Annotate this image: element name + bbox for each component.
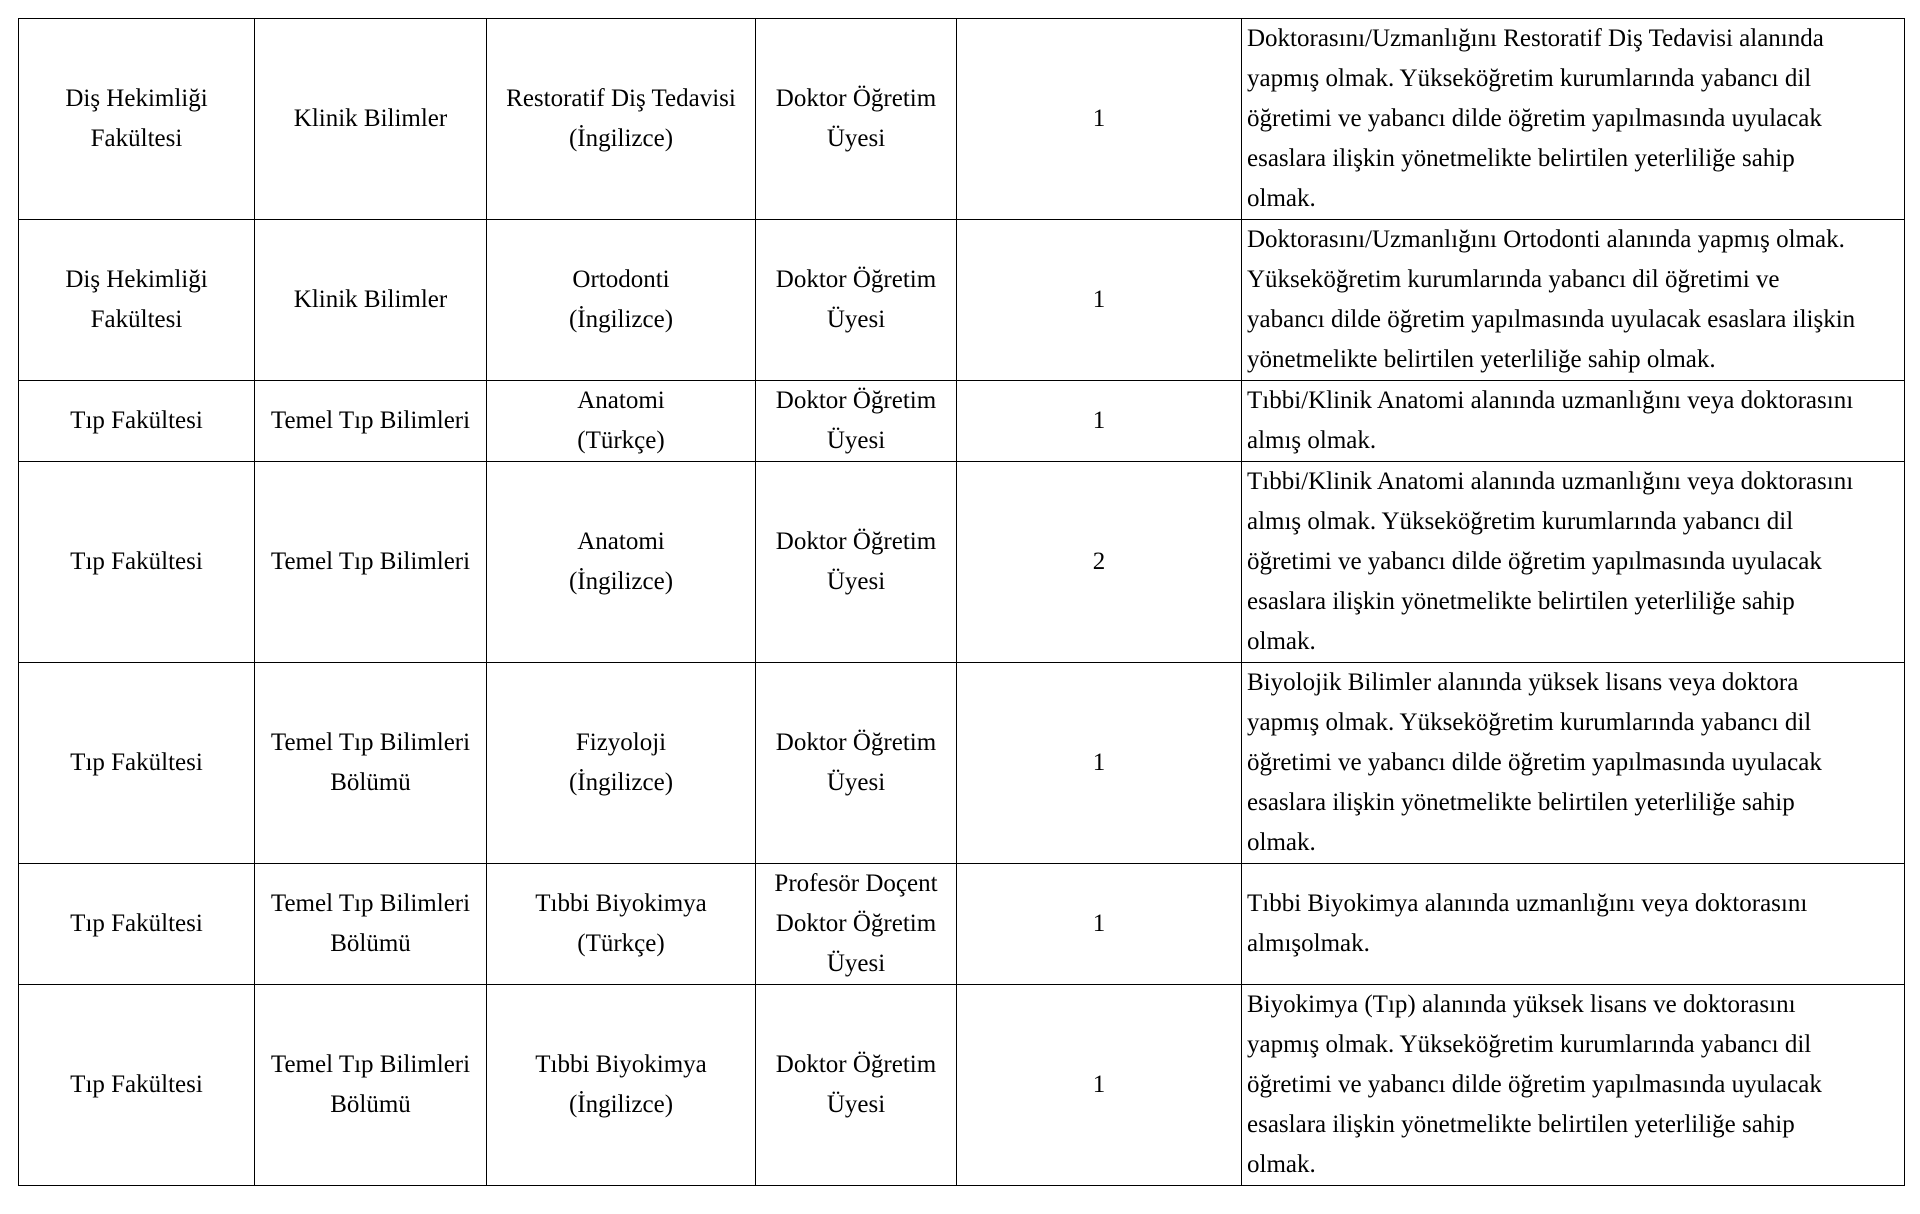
requirement-cell: Tıbbi Biyokimya alanında uzmanlığını veya doktorasını almışolmak. bbox=[1242, 864, 1905, 985]
faculty-cell: Tıp Fakültesi bbox=[19, 462, 255, 663]
program-cell: Anatomi (Türkçe) bbox=[487, 381, 756, 462]
count-cell: 1 bbox=[957, 985, 1242, 1186]
title-cell: Doktor Öğretim Üyesi bbox=[756, 19, 957, 220]
requirement-cell: Tıbbi/Klinik Anatomi alanında uzmanlığını veya doktorasını almış olmak. bbox=[1242, 381, 1905, 462]
title-cell: Profesör Doçent Doktor Öğretim Üyesi bbox=[756, 864, 957, 985]
count-cell: 1 bbox=[957, 864, 1242, 985]
program-cell: Tıbbi Biyokimya (İngilizce) bbox=[487, 985, 756, 1186]
faculty-cell: Diş Hekimliği Fakültesi bbox=[19, 19, 255, 220]
program-cell: Tıbbi Biyokimya (Türkçe) bbox=[487, 864, 756, 985]
department-cell: Temel Tıp Bilimleri Bölümü bbox=[255, 864, 487, 985]
table-row bbox=[19, 985, 1905, 1186]
department-cell: Temel Tıp Bilimleri bbox=[255, 381, 487, 462]
table-row bbox=[19, 864, 1905, 985]
faculty-cell: Tıp Fakültesi bbox=[19, 864, 255, 985]
requirement-cell: Doktorasını/Uzmanlığını Ortodonti alanında yapmış olmak. Yükseköğretim kurumlarında yabancı dil öğretimi ve yabancı dilde öğretim yapılmasında uyulacak esaslara ilişkin yönetmelikte belirtilen yeterliliğe sahip olmak. bbox=[1242, 220, 1905, 381]
department-cell: Temel Tıp Bilimleri Bölümü bbox=[255, 985, 487, 1186]
table-row bbox=[19, 663, 1905, 864]
count-cell: 2 bbox=[957, 462, 1242, 663]
faculty-cell: Tıp Fakültesi bbox=[19, 985, 255, 1186]
title-cell: Doktor Öğretim Üyesi bbox=[756, 381, 957, 462]
table-row bbox=[19, 19, 1905, 220]
table-body bbox=[19, 19, 1905, 1186]
faculty-positions-table bbox=[18, 18, 1905, 1186]
faculty-cell: Diş Hekimliği Fakültesi bbox=[19, 220, 255, 381]
table-row bbox=[19, 462, 1905, 663]
count-cell: 1 bbox=[957, 381, 1242, 462]
title-cell: Doktor Öğretim Üyesi bbox=[756, 220, 957, 381]
count-cell: 1 bbox=[957, 220, 1242, 381]
requirement-cell: Biyolojik Bilimler alanında yüksek lisans veya doktora yapmış olmak. Yükseköğretim kurumlarında yabancı dil öğretimi ve yabancı dilde öğretim yapılmasında uyulacak esaslara ilişkin yönetmelikte belirtilen yeterliliğe sahip olmak. bbox=[1242, 663, 1905, 864]
title-cell: Doktor Öğretim Üyesi bbox=[756, 985, 957, 1186]
count-cell: 1 bbox=[957, 19, 1242, 220]
requirement-cell: Tıbbi/Klinik Anatomi alanında uzmanlığını veya doktorasını almış olmak. Yükseköğretim kurumlarında yabancı dil öğretimi ve yabancı dilde öğretim yapılmasında uyulacak esaslara ilişkin yönetmelikte belirtilen yeterliliğe sahip olmak. bbox=[1242, 462, 1905, 663]
title-cell: Doktor Öğretim Üyesi bbox=[756, 663, 957, 864]
title-cell: Doktor Öğretim Üyesi bbox=[756, 462, 957, 663]
table-row bbox=[19, 381, 1905, 462]
faculty-cell: Tıp Fakültesi bbox=[19, 663, 255, 864]
requirement-cell: Doktorasını/Uzmanlığını Restoratif Diş Tedavisi alanında yapmış olmak. Yükseköğretim kurumlarında yabancı dil öğretimi ve yabancı dilde öğretim yapılmasında uyulacak esaslara ilişkin yönetmelikte belirtilen yeterliliğe sahip olmak. bbox=[1242, 19, 1905, 220]
table-row bbox=[19, 220, 1905, 381]
requirement-cell: Biyokimya (Tıp) alanında yüksek lisans ve doktorasını yapmış olmak. Yükseköğretim kurumlarında yabancı dil öğretimi ve yabancı dilde öğretim yapılmasında uyulacak esaslara ilişkin yönetmelikte belirtilen yeterliliğe sahip olmak. bbox=[1242, 985, 1905, 1186]
department-cell: Klinik Bilimler bbox=[255, 19, 487, 220]
department-cell: Temel Tıp Bilimleri Bölümü bbox=[255, 663, 487, 864]
program-cell: Anatomi (İngilizce) bbox=[487, 462, 756, 663]
faculty-cell: Tıp Fakültesi bbox=[19, 381, 255, 462]
department-cell: Temel Tıp Bilimleri bbox=[255, 462, 487, 663]
program-cell: Ortodonti (İngilizce) bbox=[487, 220, 756, 381]
count-cell: 1 bbox=[957, 663, 1242, 864]
program-cell: Fizyoloji (İngilizce) bbox=[487, 663, 756, 864]
department-cell: Klinik Bilimler bbox=[255, 220, 487, 381]
program-cell: Restoratif Diş Tedavisi (İngilizce) bbox=[487, 19, 756, 220]
